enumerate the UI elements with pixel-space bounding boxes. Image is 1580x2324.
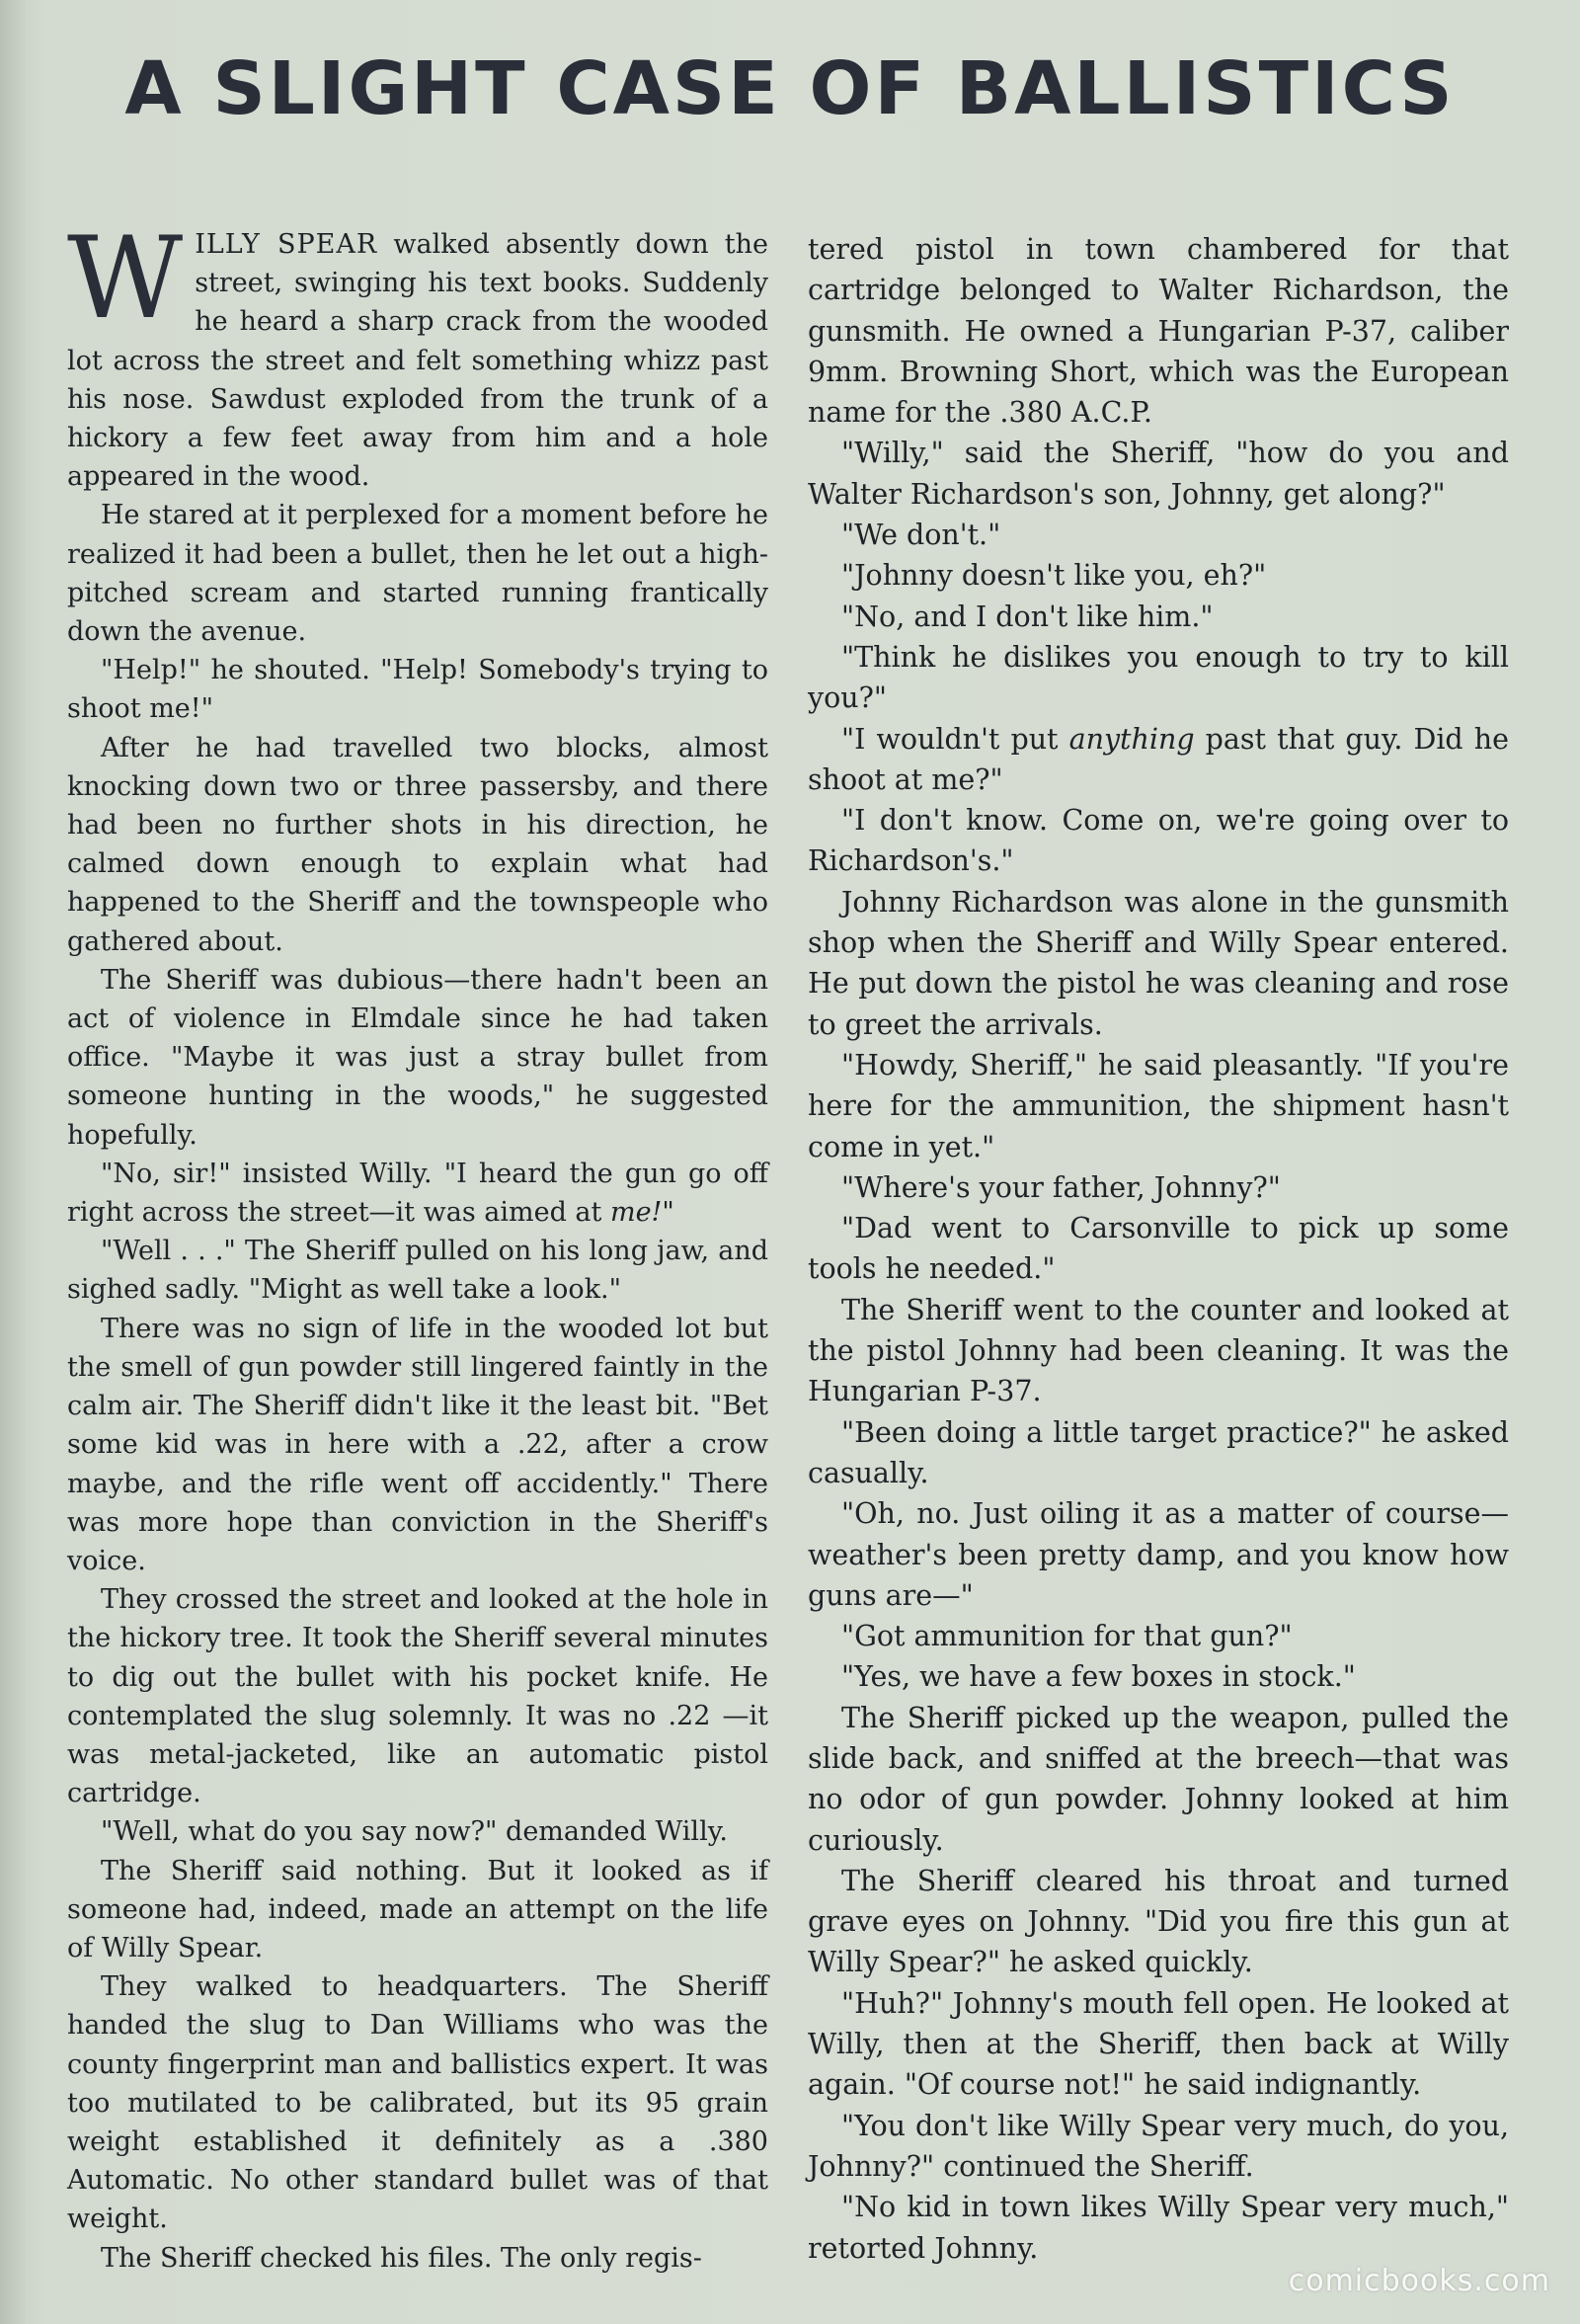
emphasis-text: me!" <box>609 1197 674 1229</box>
paragraph: "Howdy, Sheriff," he said pleasantly. "If you're here for the ammunition, the shipment hasn't come in yet." <box>808 1048 1509 1163</box>
paragraph: "No kid in town likes Willy Spear very much," retorted Johnny. <box>808 2191 1509 2265</box>
paragraph-text: past that guy. Did he shoot at me?" <box>808 722 1509 796</box>
paragraph: "You don't like Willy Spear very much, do you, Johnny?" continued the Sheriff. <box>808 2109 1509 2183</box>
paragraph: The Sheriff was dubious—there hadn't been an act of violence in Elmdale since he had taken office. "Maybe it was just a stray bullet from someone hunting in the woods," he suggested hopefully. <box>67 964 768 1151</box>
paragraph: They crossed the street and looked at the hole in the hickory tree. It took the Sheriff several minutes to dig out the bullet with his pocket knife. He contemplated the slug solemnly. It was no .22 —it was metal-jacketed, like an automatic pistol cartridge. <box>67 1584 768 1809</box>
paragraph: "Johnny doesn't like you, eh?" <box>841 559 1267 593</box>
right-column <box>808 229 1509 2269</box>
paragraph: The Sheriff picked up the weapon, pulled the slide back, and sniffed at the breech—that was no odor of gun powder. Johnny looked at him curiously. <box>808 1701 1509 1857</box>
paragraph: They walked to headquarters. The Sheriff handed the slug to Dan Williams who was the county fingerprint man and ballistics expert. It was too mutilated to be calibrated, but its 95 grain weight established it definitely as a .380 Automatic. No other standard bullet was of that weight. <box>67 1971 768 2235</box>
paragraph: The Sheriff cleared his throat and turned grave eyes on Johnny. "Did you fire this gun at Willy Spear?" he asked quickly. <box>808 1864 1509 1979</box>
site-watermark: comicbooks.com <box>1288 2264 1550 2298</box>
paragraph-text: "No, sir!" insisted Willy. "I heard the gun go off right across the street—it was aimed at <box>67 1158 768 1229</box>
paragraph: Johnny Richardson was alone in the gunsmith shop when the Sheriff and Willy Spear entered. He put down the pistol he was cleaning and rose to greet the arrivals. <box>808 885 1509 1041</box>
paragraph: The Sheriff checked his files. The only regis- <box>101 2242 702 2274</box>
opening-paragraph <box>67 212 768 496</box>
paragraph: "Oh, no. Just oiling it as a matter of course—weather's been pretty damp, and you know how guns are—" <box>808 1497 1509 1612</box>
paragraph: The Sheriff said nothing. But it looked as if someone had, indeed, made an attempt on the life of Willy Spear. <box>67 1855 768 1963</box>
paragraph: "We don't." <box>841 519 1001 552</box>
paragraph-text: "I wouldn't put <box>841 722 1069 756</box>
emphasis-text: anything <box>1068 722 1195 756</box>
paragraph: "Well, what do you say now?" demanded Willy. <box>101 1816 728 1848</box>
paragraph: After he had travelled two blocks, almost knocking down two or three passersby, and there had been no further shots in his direction, he calmed down enough to explain what had happened to the Sheriff and the townspeople who gathered about. <box>67 732 768 957</box>
paragraph: "Dad went to Carsonville to pick up some tools he needed." <box>808 1212 1509 1286</box>
story-title: A SLIGHT CASE OF BALLISTICS <box>124 46 1456 131</box>
paragraph: "Well . . ." The Sheriff pulled on his long jaw, and sighed sadly. "Might as well take a look." <box>67 1236 768 1306</box>
drop-cap: W <box>67 212 184 344</box>
paragraph: "No, and I don't like him." <box>841 600 1214 633</box>
paragraph <box>808 719 1509 801</box>
paragraph: "Help!" he shouted. "Help! Somebody's trying to shoot me!" <box>67 655 768 725</box>
paragraph <box>67 1155 768 1232</box>
paragraph: "Think he dislikes you enough to try to kill you?" <box>808 640 1509 715</box>
paragraph: He stared at it perplexed for a moment before he realized it had been a bullet, then he let out a high-pitched scream and started running frantically down the avenue. <box>67 500 768 648</box>
paragraph: "Got ammunition for that gun?" <box>841 1620 1293 1653</box>
left-column <box>67 212 768 2278</box>
paragraph: "Huh?" Johnny's mouth fell open. He looked at Willy, then at the Sheriff, then back at Willy again. "Of course not!" he said indignantly. <box>808 1986 1509 2102</box>
paragraph: "I don't know. Come on, we're going over to Richardson's." <box>808 804 1509 878</box>
paragraph: "Yes, we have a few boxes in stock." <box>841 1660 1356 1694</box>
paragraph: "Willy," said the Sheriff, "how do you and Walter Richardson's son, Johnny, get along?" <box>808 437 1509 511</box>
paragraph: "Been doing a little target practice?" he asked casually. <box>808 1415 1509 1489</box>
opening-paragraph-text: walked absently down the street, swinging his text books. Suddenly he heard a sharp crack from the wooded lot across the street and felt something whizz past his nose. Sawdust exploded from the trunk of a hickory a few feet away from him and a hole appeared in the wood. <box>67 229 768 493</box>
page-spine-shadow <box>0 0 26 2324</box>
continued-paragraph: tered pistol in town chambered for that cartridge belonged to Walter Richardson, the gunsmith. He owned a Hungarian P-37, caliber 9mm. Browning Short, which was the European name for the .380 A.C.P. <box>808 233 1509 430</box>
lead-caps: ILLY SPEAR <box>195 229 378 260</box>
paragraph: "Where's your father, Johnny?" <box>841 1170 1281 1204</box>
paragraph: The Sheriff went to the counter and looked at the pistol Johnny had been cleaning. It was the Hungarian P-37. <box>808 1293 1509 1408</box>
paragraph: There was no sign of life in the wooded lot but the smell of gun powder still lingered faintly in the calm air. The Sheriff didn't like it the least bit. "Bet some kid was in here with a .22, after a crow maybe, and the rifle went off accidently." There was more hope than conviction in the Sheriff's voice. <box>67 1313 768 1576</box>
